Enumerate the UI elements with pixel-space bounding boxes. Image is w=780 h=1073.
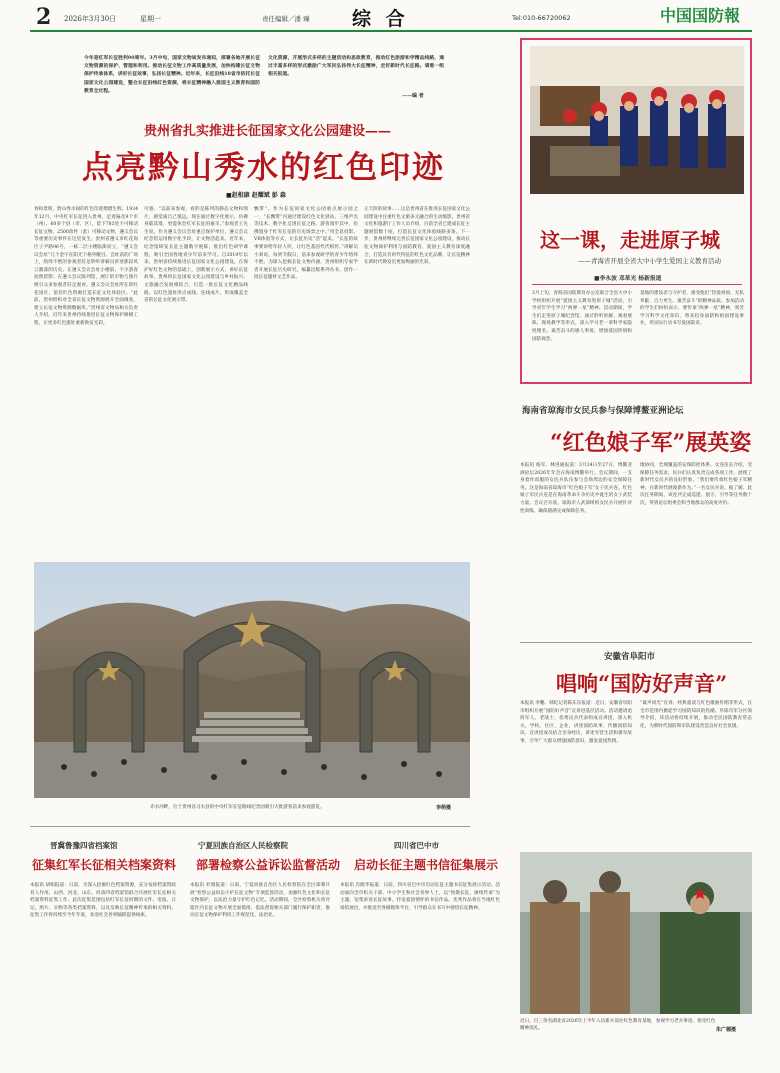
intro-text-right: 文化资源，开展形式多样的主题活动和思政教育，推动红色旅游和学精品线路，通过丰富多样的形式激励广大军民弘扬伟大长征精神，走好新时代长征路。请看一组相关报道。 — [268, 55, 444, 78]
feature-column-2: 基地的建设者与守护者，感受他们“热爱祖国、无私奉献、自力更生、艰苦奋斗”的精神品质。参加活动的学生们纷纷表示，要传承“两弹一星”精神，刻苦学习科学文化知识，将来投身国防和祖国建设事业，用实际行动书写爱国篇章。 — [640, 291, 744, 327]
veteran-photo — [520, 852, 752, 1014]
lead-byline: ■赵相康 赵耀斌 彭 森 — [226, 192, 286, 199]
bottom-2-headline: 部署检察公益诉讼监督活动 — [196, 858, 341, 872]
bottom-2-text: 本报讯 杜瑞报道：日前，宁夏回族自治区人民检察院在全区部署开展“检察公益诉讼守护长征文物”专项监督活动，加强红色文化和长征文物保护，以法治力量守护红色记忆。活动期间，全区检察机关将对辖区内长征文物开展全面摸排，依法督促相关部门履行保护职责，推动长征文物保护利用工作规范化、法治化。 — [190, 883, 330, 919]
intro-text-left: 今年是红军长征胜利90周年。3月中旬，国家文物局发布通知，部署各地开展长征文物资源的保护、管理和利用。推动长征文物工作高质量发展，加快构建长征文物保护传承体系，讲好长征故事，弘扬长征精神。近年来，长征沿线18省市依托长征国家文化公园建设，整合长征沿线红色资源，将长征精神融入爱国主义教育和国防教育全过程。 — [84, 55, 260, 94]
intro-signoff: ——编 者 — [402, 93, 424, 99]
feature-column-1: 3月上旬，青海省国防教育办公室联合全省大中小学校组织开展“爱国主义教育进原子城”活动，引导青年学生学习“两弹一星”精神。活动期间，学生们走进原子城纪念馆，通过聆听讲解、观看展陈、现场教学等形式，深入学习老一辈科学家隐姓埋名、艰苦奋斗的感人事迹，增强爱国热情和国防观念。 — [532, 291, 632, 342]
masthead-rule — [30, 30, 752, 32]
lead-column-1: 春和景明，黔山秀水间的红色印迹熠熠生辉。1934年12月，中央红军长征进入贵州，足迹遍及9个市（州）、60多个县（市、区），留下783处不可移动长征文物、2500余件（套）可移动文物，遵义会议等重要历史事件在这里发生。贵州省遵义市红花岗区子尹路96号，一栋二层小楼临街而立，“遵义会议会址”几个金字在阳光下格外醒目。会址前的广场上，络绎不绝的参观者驻足聆听讲解员讲述那段风云激荡的历史。在遵义会议会址小楼前，不少游客拍照留影；在遵义会议陈列馆，展厅的市物与图片吸引众多参观者驻足观看。遵义会议会址所在的红花岗区，依托红色资源打造长征文化体验区。“此前，贵州组织对全省长征文物资源展开全面调查，建立长征文物资源数据库。”贵州省文物局相关负责人介绍，近年来贵州持续推进长征文物保护修缮工程，让更多红色遗址重新焕发光彩。 — [34, 207, 138, 326]
bottom-article-2 — [190, 840, 341, 1064]
hainan-divider — [520, 642, 752, 643]
intro-box — [84, 54, 444, 104]
bottom-1-text: 本报讯 胡娟报道：日前，为深入挖掘红色档案资源，充分发挥档案资政育人作用，山西、河北、山东、河南四省档案馆联合开展红军长征相关档案资料征集工作。此次征集范围包括红军长征时期的文件、电报、日记、照片、实物等各类档案资料，以及反映长征精神传承的相关资料。征集工作将持续至今年年底，欢迎社会各界踊跃提供线索。 — [30, 883, 176, 919]
lead-photo-caption: 赤水河畔，位于贵州省习水县的中央红军长征路线纪念园吸引大批游客前来参观游览。 — [150, 805, 325, 810]
editor-credit: 责任编辑／潘 臻 — [262, 15, 310, 23]
feature-photo — [530, 46, 744, 194]
feature-subtitle: ——青海省开展全省大中小学生爱国主义教育活动 — [578, 257, 721, 265]
bottom-3-kicker: 四川省巴中市 — [394, 841, 439, 850]
veterans-illustration — [520, 852, 752, 1014]
issue-date: 2026年3月30日 — [64, 15, 117, 23]
feature-title: 这一课，走进原子城 — [540, 228, 720, 252]
feature-byline: ■李永波 邓革光 杨新报道 — [594, 276, 662, 282]
lead-photo-credit: 李萌摄 — [436, 805, 452, 811]
issue-weekday: 星期一 — [140, 15, 161, 23]
bottom-1-headline: 征集红军长征相关档案资料 — [32, 858, 177, 872]
lead-column-3: 飘带”。作为长征国家文化公园重点展示园之一，“长飘带”内通过建设红色文化驿站、三维声光等技术，数字化呈现长征之路。游客漫步其中，仿佛置身于红军长征的历史场景之中。”用全息投影、VR体验等方式，让长征历史“活”起来。“长征的故事要讲给年轻人听，让红色基因代代相传。”讲解员小刘说。每到节假日，前来参观研学的青少年络绎不绝。为深入挖掘长征文物内涵，贵州组织专家学者开展长征历史研究，编纂出版系列丛书，创作一批长征题材文艺作品。 — [254, 207, 358, 281]
hainan-kicker: 海南省琼海市女民兵参与保障博鳌亚洲论坛 — [522, 406, 684, 416]
bottom-article-3 — [340, 840, 510, 1064]
veteran-photo-caption: 近日，百三余名湖北省2026年上半年入伍新兵前往红色教育基地，参观学习老兵事迹，接受红色精神洗礼。 — [520, 1019, 716, 1031]
bottom-1-kicker: 晋冀鲁豫四省档案馆 — [50, 841, 118, 850]
newspaper-logo: 中国国防報 — [660, 6, 741, 25]
lead-photo — [34, 562, 470, 798]
anhui-headline: 唱响“国防好声音” — [556, 671, 728, 696]
hainan-column-2: 地协同，全域覆盖的安保防控体系。女连连长介绍，受保障任务需求，民兵们认真负责完成各项工作，展现了新时代女民兵的良好形象。“我们要传承红色娘子军精神，在新时代展现新作为。”一名女民兵说。据了解，此次任务期间，该连共完成巡逻、值守、引导等任务数十次，得到论坛组委会和当地群众的高度评价。 — [640, 463, 752, 506]
page-number: 2 — [36, 4, 52, 30]
feature-box — [520, 38, 752, 384]
students-illustration — [530, 46, 744, 194]
hainan-headline: “红色娘子军”展英姿 — [550, 430, 752, 456]
anhui-column-2: “最声同光”宣讲、经典童谣与红色歌曲传唱等形式，在全市范围内掀起学习国防知识的热潮。阜阳市军分区领导介绍，该活动将持续开展，推动全民国防教育常态化，为新时代国防和军队建设营造良好社会氛围。 — [640, 701, 752, 729]
anhui-kicker: 安徽省阜阳市 — [604, 652, 656, 662]
bottom-3-headline: 启动长征主题书信征集展示 — [354, 858, 499, 872]
section-title: 综 合 — [352, 8, 409, 30]
hainan-column-1: 本报讯 杨军、林进通报道：3月24日至27日，博鳌亚洲论坛2026年年会在海南博鳌举行。会议期间，一支身着作训服的女民兵队伍参与会场周边的安全保障任务。这是海南省琼海市“红色娘子军”女子民兵连。红色娘子军民兵连是在海南革命斗争历史中诞生的女子武装力量。会议召开前，琼海市人武部组织女民兵开展针对性训练，确保圆满完成保障任务。 — [520, 463, 632, 514]
feature-rule — [532, 284, 742, 285]
monument-illustration — [34, 562, 470, 798]
masthead — [0, 0, 780, 34]
lead-column-2: 可感。“以前来参观，看的是陈列的静态文物和图片，感觉离自己很远。现在通过数字化展示，仿佛身临其境，更能体会红军长征的艰辛。”参观者王先生说。作为遵义会议会址重点保护单位，遵义会议纪念馆运用数字化手段，让文物活起来。近年来，纪念馆研发长征主题数字展陈，推出红色研学课程，吸引全国各地青少年前来学习。自2019年以来，贵州省持续推进长征国家文化公园建设，在保护好红色文物的基础上，创新展示方式，讲好长征故事。贵州将长征国家文化公园建设与乡村振兴、文旅融合发展相结合，打造一批长征文化精品线路。以红色遗址串点成线、连线成片，形成覆盖全省的长征文化展示带。 — [144, 207, 248, 304]
bottom-article-1 — [30, 840, 176, 1064]
bottom-2-kicker: 宁夏回族自治区人民检察院 — [198, 841, 288, 850]
lead-headline: 点亮黔山秀水的红色印迹 — [82, 150, 445, 186]
bottom-divider — [30, 826, 470, 827]
veteran-photo-credit: 朱广德摄 — [716, 1027, 737, 1033]
anhui-column-1: 本报讯 李鹏、韩纪记者陈东东报道：近日，安徽省阜阳市组织开展“国防好声音”宣讲进基层活动。活动邀请退役军人、老战士、优秀民兵代表组成宣讲团，深入机关、学校、社区、企业，讲述国防故事，传播国防知识。宣讲团成员结合亲身经历，讲述军营生活和强军故事，引导广大群众增强国防意识，激发爱国热情。 — [520, 701, 632, 744]
lead-column-4: 正天险的故事……这是贵州省在推进长征国家文化公园建设中注重红色文旅多元融合的生动缩影。贵州省文化和旅游厅工作人员介绍，目前全省已建成长征主题展馆数十座，打造长征文化体验线路多条。下一步，贵州将继续完善长征国家文化公园建设，推动长征文物保护利用与国防教育、爱国主义教育深度融合，打造具有时代特征的红色文化品牌，让长征精神在新时代焕发出更加绚丽的光彩。 — [364, 207, 470, 266]
telephone: Tel:010-66720062 — [512, 14, 571, 22]
lead-kicker: 贵州省扎实推进长征国家文化公园建设—— — [144, 124, 392, 139]
bottom-3-text: 本报讯 肖晓华报道：日前，四川省巴中市启动长征主题书信征集展示活动。活动面向全市机关干部、中小学生和社会各界人士，以“致敬长征、赓续传承”为主题，征集讲述长征故事、抒发爱国情怀的书信作品。优秀作品将在当地红色场馆展出，并推送至各级媒体平台，引导群众在书写中感悟长征精神。 — [340, 883, 500, 911]
